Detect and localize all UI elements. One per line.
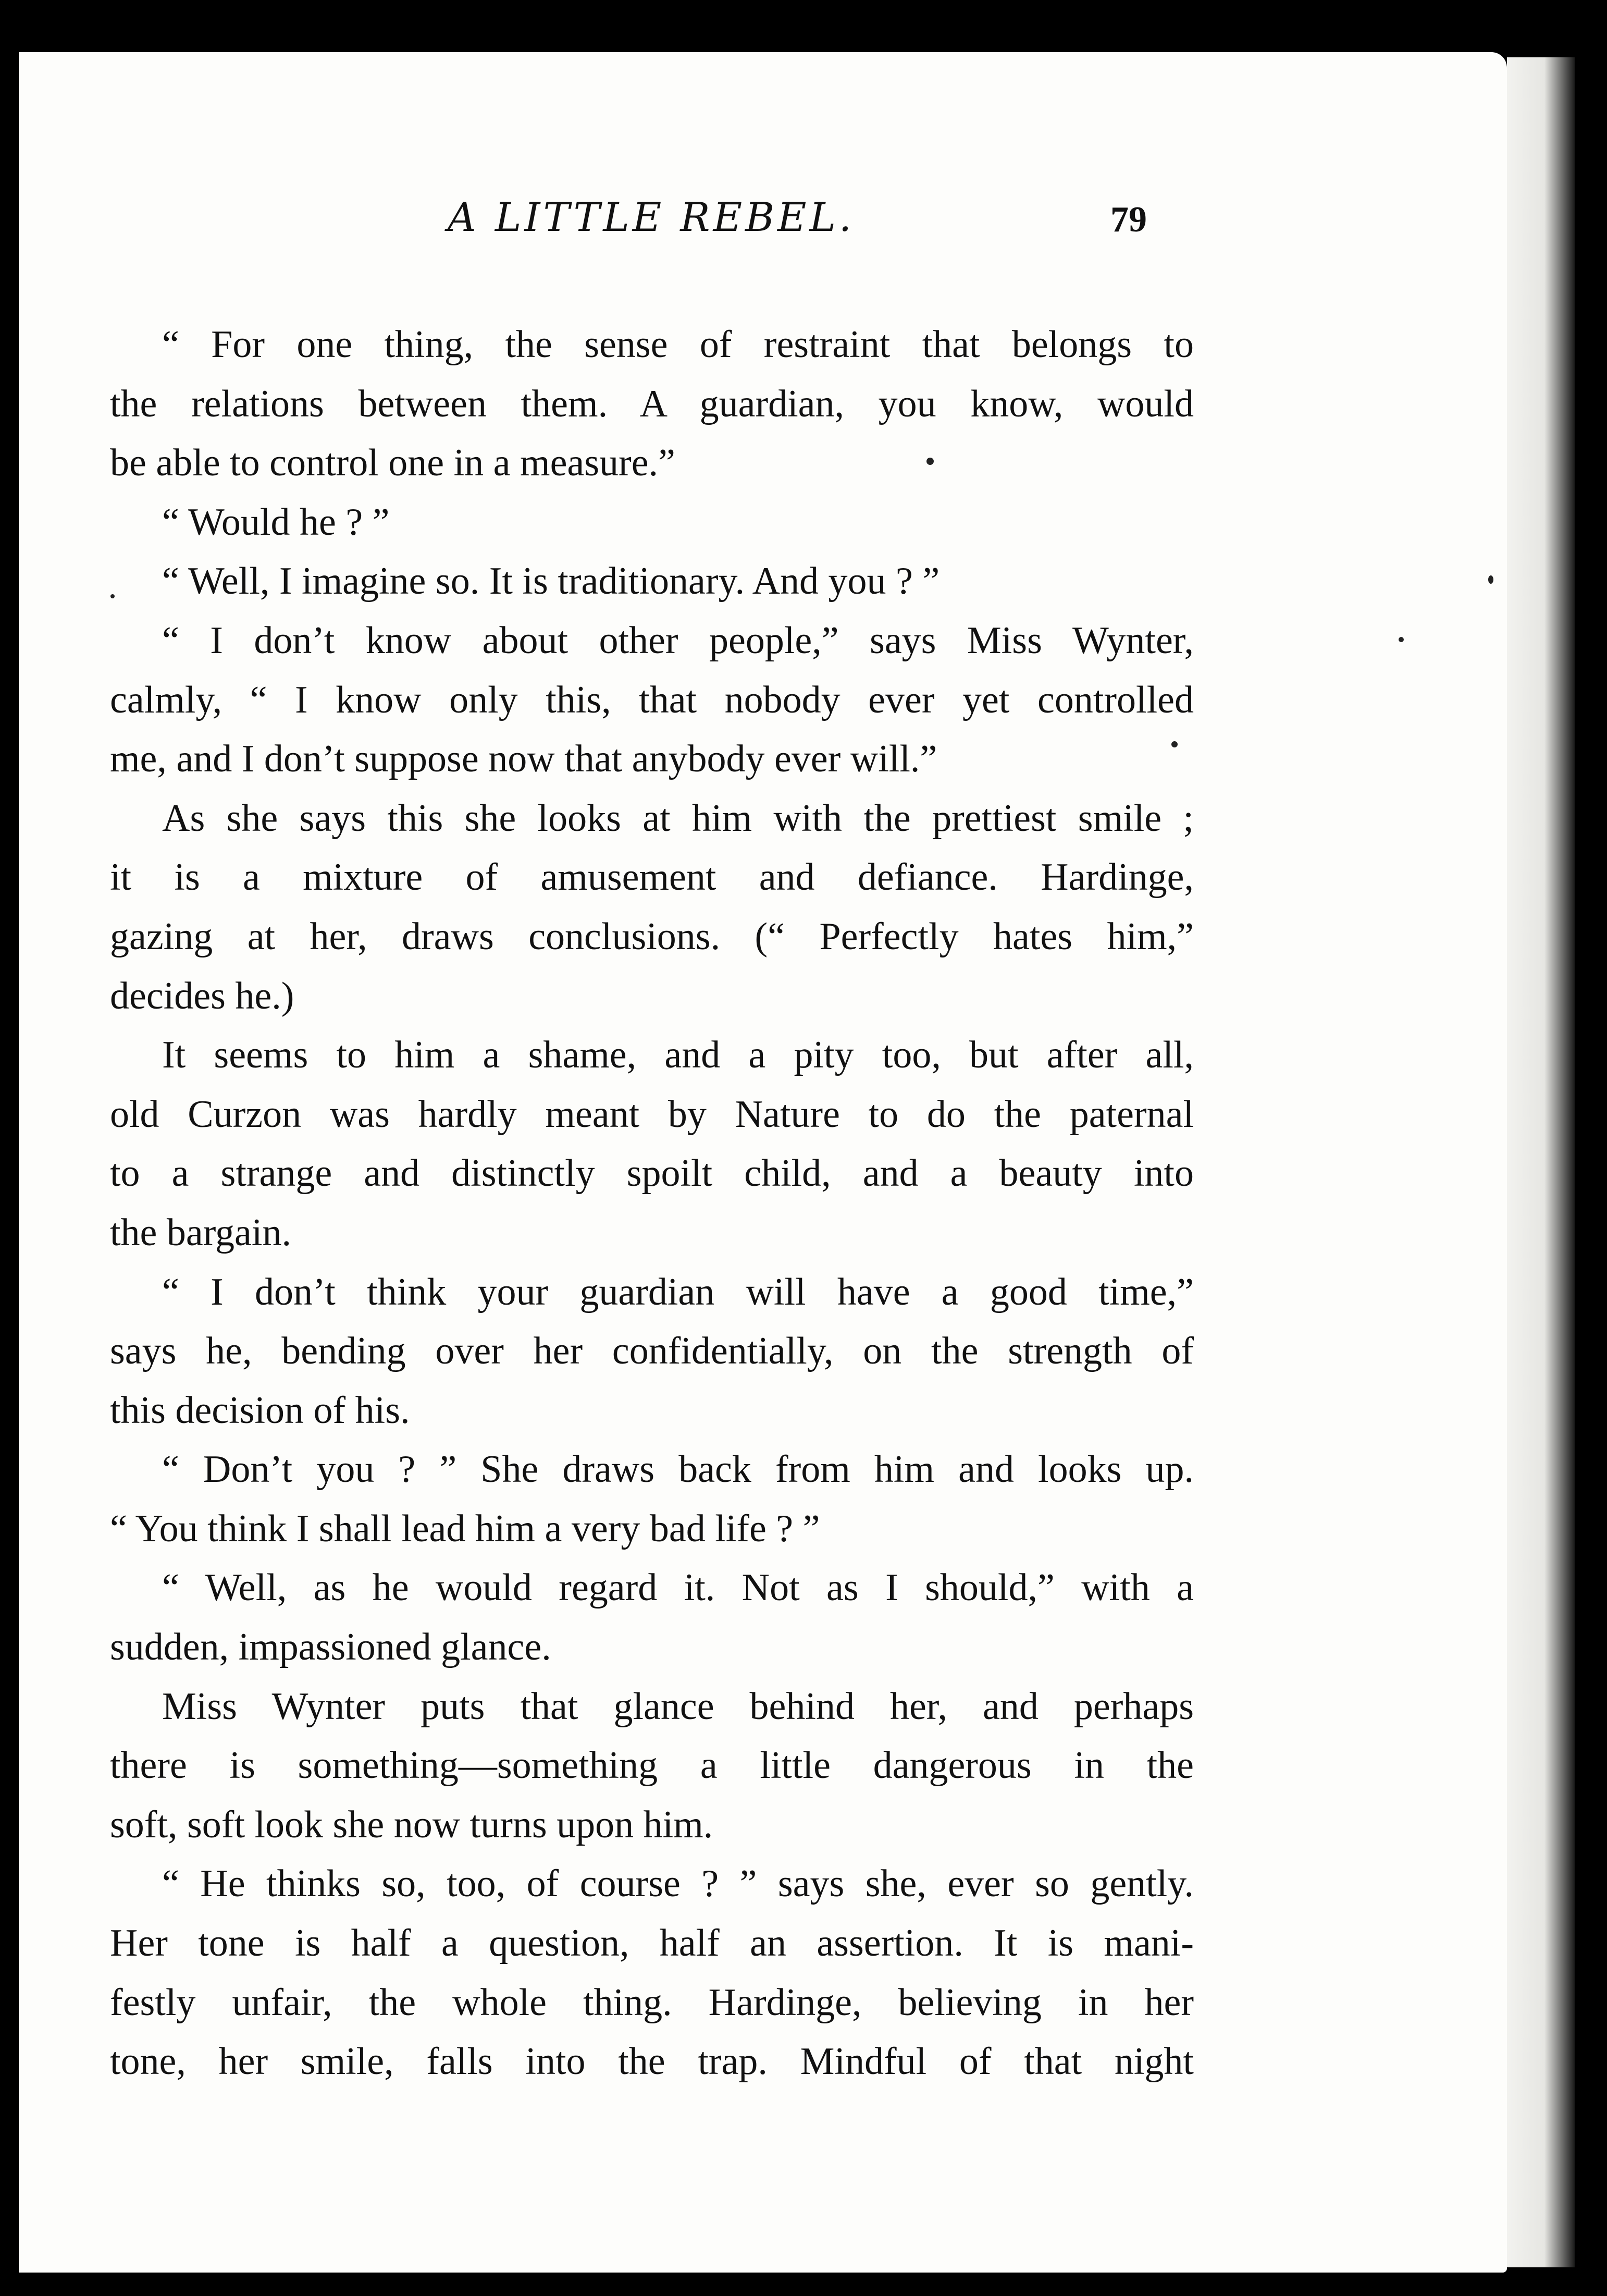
- ink-speck: [926, 458, 934, 465]
- page-number: 79: [1110, 200, 1147, 240]
- text-line: sudden, impassioned glance.: [110, 1626, 551, 1669]
- text-line: “ Don’t you ? ” She draws back from him and looks up.: [162, 1448, 1194, 1491]
- text-line: “ He thinks so, too, of course ? ” says she, ever so gently.: [162, 1862, 1194, 1906]
- text-line: As she says this she looks at him with the prettiest smile ;: [162, 796, 1194, 840]
- text-line: It seems to him a shame, and a pity too, but after all,: [162, 1034, 1194, 1077]
- text-line: calmly, “ I know only this, that nobody ever yet controlled: [110, 678, 1194, 721]
- ink-speck: [1488, 575, 1493, 584]
- text-line: old Curzon was hardly meant by Nature to do the paternal: [110, 1092, 1194, 1136]
- page-edge: [1507, 57, 1575, 2267]
- text-line: the bargain.: [110, 1211, 291, 1254]
- text-line: “ Well, as he would regard it. Not as I should,” with a: [162, 1566, 1194, 1610]
- text-line: festly unfair, the whole thing. Hardinge, believing in her: [110, 1981, 1194, 2024]
- ink-speck: [1399, 637, 1404, 642]
- text-line: “ For one thing, the sense of restraint that belongs to: [162, 323, 1194, 366]
- page-header: [19, 194, 1507, 267]
- text-line: be able to control one in a measure.”: [110, 441, 675, 485]
- text-line: me, and I don’t suppose now that anybody ever will.”: [110, 738, 937, 781]
- text-line: “ Well, I imagine so. It is traditionary. And you ? ”: [162, 560, 940, 603]
- text-line: decides he.): [110, 974, 294, 1017]
- text-line: this decision of his.: [110, 1389, 410, 1432]
- text-line: says he, bending over her confidentially, on the strength of: [110, 1330, 1194, 1373]
- ink-speck: [110, 594, 115, 598]
- text-line: the relations between them. A guardian, you know, would: [110, 382, 1194, 425]
- text-line: it is a mixture of amusement and defiance. Hardinge,: [110, 856, 1194, 899]
- running-title: A LITTLE REBEL.: [448, 194, 855, 240]
- ink-speck: [1171, 741, 1178, 747]
- text-line: “ I don’t think your guardian will have a good time,”: [162, 1270, 1194, 1313]
- text-line: there is something—something a little dangerous in the: [110, 1744, 1194, 1787]
- text-line: soft, soft look she now turns upon him.: [110, 1803, 713, 1846]
- text-line: “ You think I shall lead him a very bad life ? ”: [110, 1507, 820, 1550]
- text-line: “ Would he ? ”: [162, 500, 390, 544]
- text-line: Miss Wynter puts that glance behind her, and perhaps: [162, 1685, 1194, 1728]
- text-line: tone, her smile, falls into the trap. Mindful of that night: [110, 2040, 1194, 2083]
- text-line: Her tone is half a question, half an assertion. It is mani-: [110, 1922, 1194, 1965]
- text-line: “ I don’t know about other people,” says Miss Wynter,: [162, 619, 1194, 662]
- book-page: [19, 52, 1507, 2273]
- body-text: [110, 315, 1194, 2092]
- text-line: to a strange and distinctly spoilt child, and a beauty into: [110, 1152, 1194, 1195]
- text-line: gazing at her, draws conclusions. (“ Perfectly hates him,”: [110, 915, 1194, 958]
